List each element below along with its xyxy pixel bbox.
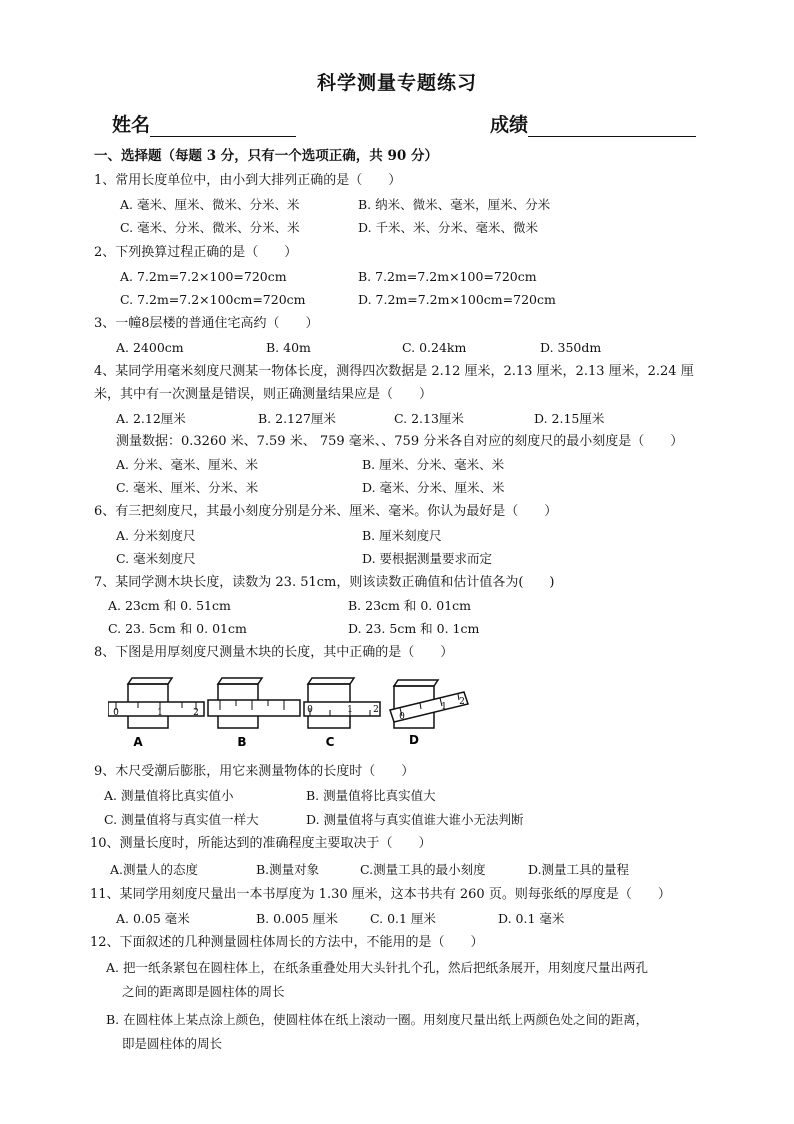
- q9-option-d[interactable]: D. 测量值将与真实值谁大谁小无法判断: [306, 812, 524, 827]
- q5-option-d[interactable]: D. 毫米、分米、厘米、米: [362, 480, 505, 495]
- page-title: 科学测量专题练习: [316, 72, 477, 94]
- question-10-stem: 10、测量长度时，所能达到的准确程度主要取决于（ ）: [90, 836, 432, 851]
- q2-option-a[interactable]: A. 7.2m=7.2×100=720cm: [120, 269, 287, 284]
- ruler-figure-a[interactable]: [108, 678, 204, 749]
- question-12-stem: 12、下面叙述的几种测量圆柱体周长的方法中，不能用的是（ ）: [90, 935, 484, 950]
- ruler-a-tick-2: 2: [193, 708, 199, 718]
- figure-label-d: D: [409, 733, 419, 747]
- ruler-figure-d[interactable]: [390, 680, 468, 747]
- q5-option-c[interactable]: C. 毫米、厘米、分米、米: [116, 480, 259, 495]
- ruler-c-tick-2: 2: [373, 705, 379, 715]
- question-6-stem: 6、有三把刻度尺，其最小刻度分别是分米、厘米、毫米。你认为最好是（ ）: [94, 504, 558, 519]
- question-9-stem: 9、木尺受潮后膨胀，用它来测量物体的长度时（ ）: [94, 764, 415, 779]
- question-1-stem: 1、常用长度单位中，由小到大排列正确的是（ ）: [94, 173, 402, 188]
- ruler-a-tick-0: 0: [113, 708, 119, 718]
- q1-option-b[interactable]: B. 纳米、微米、毫米，厘米、分米: [358, 197, 551, 212]
- q3-option-b[interactable]: B. 40m: [266, 340, 311, 355]
- ruler-c-tick-1: 1: [347, 705, 353, 715]
- figure-label-c: C: [325, 735, 335, 749]
- q3-option-d[interactable]: D. 350dm: [540, 340, 602, 355]
- q11-option-b[interactable]: B. 0.005 厘米: [256, 911, 338, 926]
- name-label: 姓名: [112, 114, 151, 136]
- q7-option-c[interactable]: C. 23. 5cm 和 0. 01cm: [108, 621, 247, 636]
- score-field: [490, 110, 696, 137]
- q2-option-d[interactable]: D. 7.2m=7.2m×100cm=720cm: [358, 292, 556, 307]
- q11-option-c[interactable]: C. 0.1 厘米: [370, 911, 436, 926]
- q9-option-b[interactable]: B. 测量值将比真实值大: [306, 788, 436, 803]
- figure-label-b: B: [237, 735, 247, 749]
- q3-option-c[interactable]: C. 0.24km: [402, 340, 467, 355]
- q11-option-d[interactable]: D. 0.1 毫米: [498, 911, 565, 926]
- q5-option-b[interactable]: B. 厘米、分米、毫米、米: [362, 457, 505, 472]
- q2-option-b[interactable]: B. 7.2m=7.2m×100=720cm: [358, 269, 537, 284]
- ruler-diagram: [108, 672, 478, 752]
- q12-option-a-line2: 之间的距离即是圆柱体的周长: [122, 984, 285, 999]
- q10-option-c[interactable]: C.测量工具的最小刻度: [360, 862, 486, 877]
- q6-option-d[interactable]: D. 要根据测量要求而定: [362, 551, 493, 566]
- q7-option-b[interactable]: B. 23cm 和 0. 01cm: [348, 598, 471, 613]
- ruler-figure-b[interactable]: [208, 678, 300, 749]
- q6-option-b[interactable]: B. 厘米刻度尺: [362, 528, 442, 543]
- ruler-c-tick-0: 0: [307, 705, 313, 715]
- score-label: 成绩: [490, 114, 529, 136]
- q6-option-a[interactable]: A. 分米刻度尺: [116, 528, 196, 543]
- q11-option-a[interactable]: A. 0.05 毫米: [116, 911, 190, 926]
- q1-option-c[interactable]: C. 毫米、分米、微米、分米、米: [120, 220, 300, 235]
- q4-option-d[interactable]: D. 2.15厘米: [534, 411, 605, 426]
- q12-option-b-line1[interactable]: B. 在圆柱体上某点涂上颜色，使圆柱体在纸上滚动一圈。用刻度尺量出纸上两颜色处之间的距离，: [106, 1012, 649, 1027]
- q1-option-a[interactable]: A. 毫米、厘米、微米、分米、米: [120, 197, 300, 212]
- q10-option-a[interactable]: A.测量人的态度: [110, 862, 199, 877]
- q12-option-a-line1[interactable]: A. 把一纸条紧包在圆柱体上，在纸条重叠处用大头针扎个孔，然后把纸条展开，用刻度尺量出两孔: [106, 960, 648, 975]
- question-4-stem-line1: 4、某同学用毫米刻度尺测某一物体长度，测得四次数据是 2.12 厘米，2.13 厘米，2.13 厘米，2.24 厘: [94, 364, 694, 379]
- ruler-figure-c[interactable]: [304, 678, 380, 749]
- q4-option-a[interactable]: A. 2.12厘米: [116, 411, 186, 426]
- q6-option-c[interactable]: C. 毫米刻度尺: [116, 551, 196, 566]
- q2-option-c[interactable]: C. 7.2m=7.2×100cm=720cm: [120, 292, 306, 307]
- figure-label-a: A: [133, 735, 143, 749]
- q7-option-a[interactable]: A. 23cm 和 0. 51cm: [108, 598, 231, 613]
- q5-option-a[interactable]: A. 分米、毫米、厘米、米: [116, 457, 258, 472]
- name-blank[interactable]: [150, 118, 296, 137]
- ruler-a-tick-1: 1: [157, 708, 163, 718]
- question-5-stem: 测量数据：0.3260 米、7.59 米、 759 毫米、、759 分米各自对应的刻度尺的最小刻度是（ ）: [116, 434, 684, 449]
- q10-option-d[interactable]: D.测量工具的量程: [528, 862, 630, 877]
- question-8-stem: 8、下图是用厚刻度尺测量木块的长度，其中正确的是（ ）: [94, 645, 454, 660]
- q1-option-d[interactable]: D. 千米、米、分米、毫米、微米: [358, 220, 539, 235]
- section-heading: 一、选择题（每题 3 分，只有一个选项正确，共 90 分）: [94, 148, 438, 164]
- q4-option-b[interactable]: B. 2.127厘米: [258, 411, 336, 426]
- question-11-stem: 11、某同学用刻度尺量出一本书厚度为 1.30 厘米，这本书共有 260 页。则每张纸的厚度是（ ）: [90, 887, 671, 902]
- q7-option-d[interactable]: D. 23. 5cm 和 0. 1cm: [348, 621, 480, 636]
- question-4-stem-line2: 米，其中有一次测量是错误，则正确测量结果应是（ ）: [94, 387, 433, 402]
- ruler-d-tick-2: 2: [459, 697, 465, 707]
- q12-option-b-line2: 即是圆柱体的周长: [122, 1036, 223, 1051]
- ruler-d-tick-0: 0: [399, 712, 405, 722]
- q3-option-a[interactable]: A. 2400cm: [116, 340, 184, 355]
- q9-option-a[interactable]: A. 测量值将比真实值小: [104, 788, 234, 803]
- ruler-d-tick-1: 1: [441, 702, 447, 712]
- q4-option-c[interactable]: C. 2.13厘米: [394, 411, 464, 426]
- q9-option-c[interactable]: C. 测量值将与真实值一样大: [104, 812, 259, 827]
- question-7-stem: 7、某同学测木块长度，读数为 23. 51cm，则该读数正确值和估计值各为( ): [94, 575, 555, 590]
- question-3-stem: 3、一幢8层楼的普通住宅高约（ ）: [94, 316, 319, 331]
- score-blank[interactable]: [528, 118, 696, 137]
- name-field: [112, 110, 296, 137]
- q10-option-b[interactable]: B.测量对象: [256, 862, 320, 877]
- question-2-stem: 2、下列换算过程正确的是（ ）: [94, 245, 298, 260]
